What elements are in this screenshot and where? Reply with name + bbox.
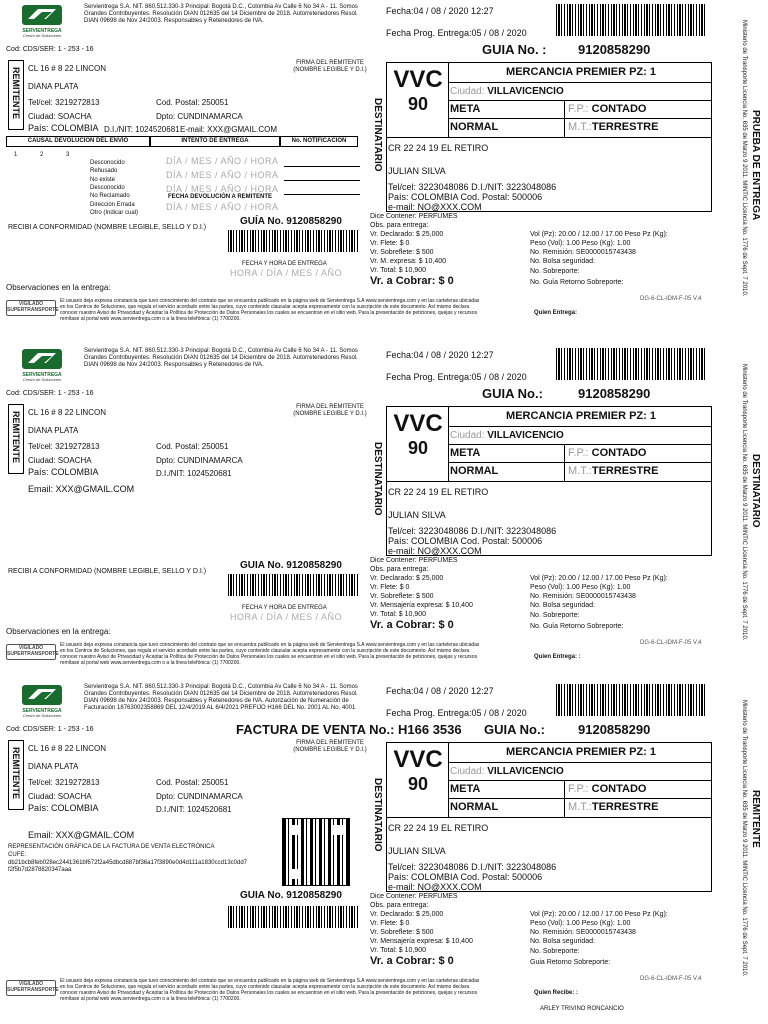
fp-label: F.P.:	[568, 447, 589, 459]
destinatario-address: CR 22 24 19 EL RETIRO	[388, 823, 489, 833]
guide-barcode	[556, 4, 706, 36]
legal-text: El usuario deja expresa constancia que tuvo conocimiento del contrato que se encuentra publicado en la página web de Servientrega S.A www.servientrega.com y en las carteleras ubicadas en los Centros de Soluciones, que regula el servicio acordado entre las partes, cuyo contenido clausular acepta expresamente con la suscripción de este documento. Así mismo declara conocer nuestro Aviso de Privacidad y Aceptar la Política de Protección de Datos Personales los cuales se encuentran en el sitio web. Para la presentación de peticiones, quejas y recursos remítase al portal web www.servientrega.com o a la línea telefónica: (1) 7700200.	[60, 978, 480, 1002]
fecha-prog-entrega: Fecha Prog. Entrega:05 / 08 / 2020	[386, 28, 527, 38]
dice-contener: Dice Contener: PERFUMES	[370, 557, 458, 564]
mt-value: TERRESTRE	[591, 121, 659, 133]
vvc-code: VVC	[393, 746, 443, 773]
recibe-name: ARLEY TRIVINO RONCANCIO	[540, 1006, 624, 1012]
destinatario-label: DESTINATARIO	[372, 778, 383, 852]
servicio: NORMAL	[450, 801, 499, 813]
representacion-grafica: REPRESENTACIÓN GRÁFICA DE LA FACTURA DE VENTA ELECTRÓNICA	[8, 844, 215, 850]
mercancia: MERCANCIA PREMIER PZ: 1	[506, 410, 656, 422]
intento-header: INTENTO DE ENTREGA	[150, 136, 280, 147]
notificacion-header: No. NOTIFICACIÓN	[280, 136, 358, 147]
ciudad-label: Ciudad:	[450, 430, 485, 441]
quien-entrega: Quien Recibe: :	[534, 990, 579, 996]
guide-barcode	[556, 348, 706, 380]
remitente-ciudad: Ciudad: SOACHA	[28, 112, 92, 121]
mt-label: M.T.:	[568, 801, 592, 813]
fp-label: F.P.:	[568, 103, 589, 115]
fecha-prog-entrega: Fecha Prog. Entrega:05 / 08 / 2020	[386, 708, 527, 718]
destinatario-email: e-mail: NO@XXX.COM	[388, 546, 482, 556]
intento-3-date: DÍA / MES / AÑO / HORA	[166, 184, 279, 194]
vr-sobreflete: Vr. Sobreflete: $ 500	[370, 929, 434, 936]
svg-text:SERVIENTREGA: SERVIENTREGA	[22, 708, 62, 714]
cufe-value: db21bcb8feb028ec2441361bf672f2a45dbcd887bf36a17f3890e0d4d111a1830ccd13c0dd7f2f5b7d2878820347aaa	[8, 860, 248, 873]
intento-1-date: DÍA / MES / AÑO / HORA	[166, 156, 279, 166]
recibi-conformidad: RECIBI A CONFORMIDAD (NOMBRE LEGIBLE, SELLO Y D.I.)	[8, 224, 207, 231]
vigilado-badge: VIGILADO SUPERTRANSPORTE	[6, 644, 56, 660]
remitente-label: REMITENTE	[11, 411, 21, 464]
svg-text:Centro de Soluciones: Centro de Soluciones	[22, 713, 62, 718]
servientrega-logo	[16, 4, 68, 38]
causal-reason: No Reclamado	[90, 193, 130, 200]
remitente-ciudad: Ciudad: SOACHA	[28, 792, 92, 801]
mt-value: TERRESTRE	[591, 801, 659, 813]
guia-retorno: No. Guía Retorno Sobreporte:	[530, 279, 624, 286]
peso: Peso (Vol): 1.00 Peso (Kg): 1.00	[530, 584, 631, 591]
guia-retorno: Guia Retorno Sobreporte:	[530, 959, 611, 966]
causal-header: CAUSAL DEVOLUCIÓN DEL ENVÍO	[6, 136, 150, 147]
legal-text: El usuario deja expresa constancia que tuvo conocimiento del contrato que se encuentra publicado en la página web de Servientrega S.A www.servientrega.com y en las carteleras ubicadas en los Centros de Soluciones, que regula el servicio acordado entre las partes, cuyo contenido clausular acepta expresamente con la suscripción de este documento. Así mismo declara conocer nuestro Aviso de Privacidad y Aceptar la Política de Protección de Datos Personales los cuales se encuentran en el sitio web. Para la presentación de peticiones, quejas y recursos remítase al portal web www.servientrega.com o a la línea telefónica: (1) 7700200.	[60, 298, 480, 322]
observaciones: Observaciones en la entrega:	[6, 283, 111, 292]
vvc-code: VVC	[393, 410, 443, 437]
mercancia: MERCANCIA PREMIER PZ: 1	[506, 66, 656, 78]
remitente-email: Email: XXX@GMAIL.COM	[28, 830, 135, 840]
vr-cobrar: Vr. a Cobrar: $ 0	[370, 955, 454, 967]
ciudad-value: VILLAVICENCIO	[487, 766, 564, 777]
destinatario-label: DESTINATARIO	[372, 98, 383, 172]
license-text: Ministerio de Transporte Licencia No. 635 de Marzo 9 2011. MINTIC Licencia No. 1776 de Sept. 7 2010.	[741, 700, 747, 977]
legal-text: El usuario deja expresa constancia que tuvo conocimiento del contrato que se encuentra publicado en la página web de Servientrega S.A www.servientrega.com y en las carteleras ubicadas en los Centros de Soluciones, que regula el servicio acordado entre las partes, cuyo contenido clausular acepta expresamente con la suscripción de este documento. Así mismo declara conocer nuestro Aviso de Privacidad y Aceptar la Política de Protección de Datos Personales los cuales se encuentran en el sitio web. Para la presentación de peticiones, quejas y recursos remítase al portal web www.servientrega.com o a la línea telefónica: (1) 7700200.	[60, 642, 480, 666]
vr-total: Vr. Total: $ 10,900	[370, 947, 427, 954]
causal-num-2: 2	[40, 152, 44, 158]
guia-label: GUIA No.:	[484, 722, 545, 737]
departamento: META	[450, 783, 481, 795]
vr-sobreflete: Vr. Sobreflete: $ 500	[370, 593, 434, 600]
small-barcode	[228, 230, 358, 252]
destinatario-name: JULIAN SILVA	[388, 166, 446, 176]
firma-remitente: FIRMA DEL REMITENTE (NOMBRE LEGIBLE Y D.I.)	[293, 740, 367, 753]
remitente-tab	[8, 740, 24, 810]
remitente-address: CL 16 # 8 22 LINCON	[28, 408, 106, 417]
no-sobreporte: No. Sobreporte:	[530, 612, 580, 619]
guia-small: GUIA No. 9120858290	[240, 890, 342, 901]
servientrega-logo	[16, 348, 68, 382]
destinatario-name: JULIAN SILVA	[388, 510, 446, 520]
small-barcode	[228, 906, 358, 928]
firma-remitente: FIRMA DEL REMITENTE (NOMBRE LEGIBLE Y D.I.)	[293, 60, 367, 73]
form-code: DG-6-CL-IDM-F-05 V.4	[640, 296, 702, 302]
svg-text:Centro de Soluciones: Centro de Soluciones	[22, 33, 62, 38]
dice-contener: Dice Contener: PERFUMES	[370, 213, 458, 220]
remitente-name: DIANA PLATA	[28, 82, 79, 91]
destinatario-label: DESTINATARIO	[372, 442, 383, 516]
vr-cobrar: Vr. a Cobrar: $ 0	[370, 275, 454, 287]
vvc-number: 90	[407, 438, 429, 458]
causal-reason: Otro (Indicar cual)	[90, 209, 139, 216]
causal-num-3: 3	[66, 152, 70, 158]
cufe-label: CUFE:	[8, 852, 26, 858]
remitente-address: CL 16 # 8 22 LINCON	[28, 64, 106, 73]
volumen: Vol (Pz): 20.00 / 12.00 / 17.00 Peso Pz (Kg):	[530, 911, 668, 918]
remitente-email: E-mail: XXX@GMAIL.COM	[180, 125, 278, 134]
vr-flete: Vr. Flete: $ 0	[370, 584, 410, 591]
svg-text:Centro de Soluciones: Centro de Soluciones	[22, 377, 62, 382]
remitente-name: DIANA PLATA	[28, 426, 79, 435]
vvc-number: 90	[407, 94, 429, 114]
remitente-di: D.I./NIT: 1024520681	[104, 125, 180, 134]
vr-cobrar: Vr. a Cobrar: $ 0	[370, 619, 454, 631]
remitente-pais: País: COLOMBIA	[28, 803, 99, 813]
remitente-di: D.I./NIT: 1024520681	[156, 469, 232, 478]
causal-reason: Desconocido	[90, 160, 125, 166]
mercancia: MERCANCIA PREMIER PZ: 1	[506, 746, 656, 758]
causal-num-1: 1	[14, 152, 18, 158]
mt-label: M.T.:	[568, 465, 592, 477]
mt-value: TERRESTRE	[591, 465, 659, 477]
cod-cds: Cod: CDS/SER: 1 - 253 - 16	[6, 46, 94, 53]
fecha-devolucion: FECHA DEVOLUCIÓN A REMITENTE	[168, 194, 273, 200]
vr-mensajeria: Vr. Mensajería expresa: $ 10,400	[370, 938, 473, 945]
company-header-text: Servientrega S.A. NIT. 860.512.330-3 Principal: Bogotá D.C., Colombia Av Calle 6 No 34 A - 11. Somos Grandes Contribuyentes. Resolución DIAN 012635 del 14 Diciembre de 2018. Autorretenedores Resol. DIAN 09698 de Nov 24/2003. Responsables y Retenedores de IVA.	[84, 4, 358, 24]
factura-number: FACTURA DE VENTA No.: H166 3536	[236, 722, 462, 737]
guia-retorno: No. Guía Retorno Sobreporte:	[530, 623, 624, 630]
factura-qr-code	[282, 818, 350, 886]
fp-value: CONTADO	[591, 783, 647, 795]
copy-label: DESTINATARIO	[750, 454, 761, 528]
vvc-number: 90	[407, 774, 429, 794]
form-code: DG-6-CL-IDM-F-05 V.4	[640, 640, 702, 646]
peso: Peso (Vol): 1.00 Peso (Kg): 1.00	[530, 920, 631, 927]
fecha: Fecha:04 / 08 / 2020 12:27	[386, 6, 494, 16]
departamento: META	[450, 447, 481, 459]
obs-entrega: Obs. para entrega:	[370, 566, 429, 573]
license-text: Ministerio de Transporte Licencia No. 635 de Marzo 9 2011. MINTIC Licencia No. 1776 de Sept. 7 2010.	[741, 20, 747, 297]
cod-cds: Cod: CDS/SER: 1 - 253 - 16	[6, 726, 94, 733]
remitente-tel: Tel/cel: 3219272813	[28, 442, 100, 451]
devolucion-date: DÍA / MES / AÑO / HORA	[166, 202, 279, 212]
destinatario-address: CR 22 24 19 EL RETIRO	[388, 487, 489, 497]
entrega-date-strip: HORA / DÍA / MES / AÑO	[230, 268, 343, 278]
remitente-pais: País: COLOMBIA	[28, 467, 99, 477]
no-sobreporte: No. Sobreporte:	[530, 268, 580, 275]
destinatario-pais: País: COLOMBIA Cod. Postal: 500006	[388, 192, 543, 202]
fp-value: CONTADO	[591, 447, 647, 459]
servicio: NORMAL	[450, 465, 499, 477]
small-barcode	[228, 574, 358, 596]
ciudad-value: VILLAVICENCIO	[487, 430, 564, 441]
fecha: Fecha:04 / 08 / 2020 12:27	[386, 686, 494, 696]
guia-small: GUIA No. 9120858290	[240, 560, 342, 571]
servientrega-logo	[16, 684, 68, 718]
vr-declarado: Vr. Declarado: $ 25,000	[370, 231, 444, 238]
remitente-dpto: Dpto: CUNDINAMARCA	[156, 456, 243, 465]
fecha-hora-entrega: FECHA Y HORA DE ENTREGA	[242, 605, 327, 611]
vr-declarado: Vr. Declarado: $ 25,000	[370, 911, 444, 918]
guide-section	[0, 680, 768, 1020]
mt-label: M.T.:	[568, 121, 592, 133]
guide-section	[0, 0, 768, 340]
remitente-address: CL 16 # 8 22 LINCON	[28, 744, 106, 753]
vr-total: Vr. Total: $ 10,900	[370, 267, 427, 274]
volumen: Vol (Pz): 20.00 / 12.00 / 17.00 Peso Pz (Kg):	[530, 231, 668, 238]
fecha: Fecha:04 / 08 / 2020 12:27	[386, 350, 494, 360]
remitente-label: REMITENTE	[11, 747, 21, 800]
causal-reason: Dirección Errada	[90, 201, 135, 208]
destinatario-pais: País: COLOMBIA Cod. Postal: 500006	[388, 536, 543, 546]
remitente-tab	[8, 404, 24, 474]
vvc-code: VVC	[393, 66, 443, 93]
form-code: DG-6-CL-IDM-F-05 V.4	[640, 976, 702, 982]
remitente-pais: País: COLOMBIA	[28, 123, 99, 133]
firma-remitente: FIRMA DEL REMITENTE (NOMBRE LEGIBLE Y D.I.)	[293, 404, 367, 417]
obs-entrega: Obs. para entrega:	[370, 222, 429, 229]
intento-2-date: DÍA / MES / AÑO / HORA	[166, 170, 279, 180]
destinatario-email: e-mail: NO@XXX.COM	[388, 882, 482, 892]
vr-total: Vr. Total: $ 10,900	[370, 611, 427, 618]
guia-label: GUIA No. :	[482, 42, 547, 57]
no-bolsa: No. Bolsa seguridad:	[530, 938, 595, 945]
dice-contener: Dice Contener: PERFUMES	[370, 893, 458, 900]
remitente-cod-postal: Cod. Postal: 250051	[156, 442, 229, 451]
company-header-text: Servientrega S.A. NIT. 860.512.330-3 Principal: Bogotá D.C., Colombia Av Calle 6 No 34 A - 11. Somos Grandes Contribuyentes. Resolución DIAN 012635 del 14 Diciembre de 2018. Autorretenedores Resol. DIAN 09698 de Nov 24/2003. Responsables y Retenedores de IVA. Autorización de Numeración de Facturación 18763002358869 DEL 12/4/2019 AL 6/4/2021 PREFIJO H166 DEL No. 2001 AL No. 4001	[84, 684, 358, 711]
copy-label: REMITENTE	[750, 790, 761, 848]
remitente-dpto: Dpto: CUNDINAMARCA	[156, 112, 243, 121]
recibi-conformidad: RECIBI A CONFORMIDAD (NOMBRE LEGIBLE, SELLO Y D.I.)	[8, 568, 207, 575]
fp-value: CONTADO	[591, 103, 647, 115]
remitente-cod-postal: Cod. Postal: 250051	[156, 778, 229, 787]
fecha-hora-entrega: FECHA Y HORA DE ENTREGA	[242, 261, 327, 267]
destinatario-tel: Tel/cel: 3223048086 D.I./NIT: 3223048086	[388, 182, 557, 192]
ciudad-label: Ciudad:	[450, 86, 485, 97]
causal-reason: Desconocido	[90, 184, 125, 191]
remitente-email: Email: XXX@GMAIL.COM	[28, 484, 135, 494]
company-header-text: Servientrega S.A. NIT. 860.512.330-3 Principal: Bogotá D.C., Colombia Av Calle 6 No 34 A - 11. Somos Grandes Contribuyentes. Resolución DIAN 012635 del 14 Diciembre de 2018. Autorretenedores Resol. DIAN 09698 de Nov 24/2003. Responsables y Retenedores de IVA.	[84, 348, 358, 368]
remitente-di: D.I./NIT: 1024520681	[156, 805, 232, 814]
quien-entrega: Quien Entrega:	[534, 310, 578, 316]
no-remision: No. Remisión: SE0000015743438	[530, 249, 636, 256]
guia-label: GUIA No.:	[482, 386, 543, 401]
no-bolsa: No. Bolsa seguridad:	[530, 258, 595, 265]
destinatario-tel: Tel/cel: 3223048086 D.I./NIT: 3223048086	[388, 526, 557, 536]
remitente-tel: Tel/cel: 3219272813	[28, 778, 100, 787]
vigilado-badge: VIGILADO SUPERTRANSPORTE	[6, 300, 56, 316]
remitente-name: DIANA PLATA	[28, 762, 79, 771]
servicio: NORMAL	[450, 121, 499, 133]
causal-reason: Rehusado	[90, 168, 118, 175]
no-sobreporte: No. Sobreporte:	[530, 948, 580, 955]
remitente-cod-postal: Cod. Postal: 250051	[156, 98, 229, 107]
remitente-label: REMITENTE	[11, 67, 21, 120]
destinatario-name: JULIAN SILVA	[388, 846, 446, 856]
remitente-ciudad: Ciudad: SOACHA	[28, 456, 92, 465]
vr-flete: Vr. Flete: $ 0	[370, 920, 410, 927]
departamento: META	[450, 103, 481, 115]
destinatario-tel: Tel/cel: 3223048086 D.I./NIT: 3223048086	[388, 862, 557, 872]
copy-label: PRUEBA DE ENTREGA	[750, 110, 761, 221]
quien-entrega: Quien Entrega: :	[534, 654, 581, 660]
vr-declarado: Vr. Declarado: $ 25,000	[370, 575, 444, 582]
vr-mensajeria: Vr. M. expresa: $ 10,400	[370, 258, 447, 265]
obs-entrega: Obs. para entrega:	[370, 902, 429, 909]
guide-barcode	[556, 684, 706, 716]
volumen: Vol (Pz): 20.00 / 12.00 / 17.00 Peso Pz (Kg):	[530, 575, 668, 582]
svg-text:SERVIENTREGA: SERVIENTREGA	[22, 28, 62, 34]
no-bolsa: No. Bolsa seguridad:	[530, 602, 595, 609]
observaciones: Observaciones en la entrega:	[6, 627, 111, 636]
guide-section	[0, 344, 768, 684]
destinatario-email: e-mail: NO@XXX.COM	[388, 202, 482, 212]
destinatario-address: CR 22 24 19 EL RETIRO	[388, 143, 489, 153]
vigilado-badge: VIGILADO SUPERTRANSPORTE	[6, 980, 56, 996]
remitente-dpto: Dpto: CUNDINAMARCA	[156, 792, 243, 801]
guia-number: 9120858290	[578, 722, 651, 737]
peso: Peso (Vol): 1.00 Peso (Kg): 1.00	[530, 240, 631, 247]
vr-flete: Vr. Flete: $ 0	[370, 240, 410, 247]
remitente-tel: Tel/cel: 3219272813	[28, 98, 100, 107]
no-remision: No. Remisión: SE0000015743438	[530, 593, 636, 600]
fp-label: F.P.:	[568, 783, 589, 795]
license-text: Ministerio de Transporte Licencia No. 635 de Marzo 9 2011. MINTIC Licencia No. 1776 de Sept. 7 2010.	[741, 364, 747, 641]
vr-mensajeria: Vr. Mensajería expresa: $ 10,400	[370, 602, 473, 609]
guia-small: GUÍA No. 9120858290	[240, 216, 342, 227]
ciudad-label: Ciudad:	[450, 766, 485, 777]
cod-cds: Cod: CDS/SER: 1 - 253 - 16	[6, 390, 94, 397]
guia-number: 9120858290	[578, 42, 651, 57]
ciudad-value: VILLAVICENCIO	[487, 86, 564, 97]
no-remision: No. Remisión: SE0000015743438	[530, 929, 636, 936]
fecha-prog-entrega: Fecha Prog. Entrega:05 / 08 / 2020	[386, 372, 527, 382]
remitente-tab	[8, 60, 24, 130]
causal-reason: No existe	[90, 176, 116, 183]
svg-text:SERVIENTREGA: SERVIENTREGA	[22, 372, 62, 378]
vr-sobreflete: Vr. Sobreflete: $ 500	[370, 249, 434, 256]
guia-number: 9120858290	[578, 386, 651, 401]
entrega-date-strip: HORA / DÍA / MES / AÑO	[230, 612, 343, 622]
destinatario-pais: País: COLOMBIA Cod. Postal: 500006	[388, 872, 543, 882]
